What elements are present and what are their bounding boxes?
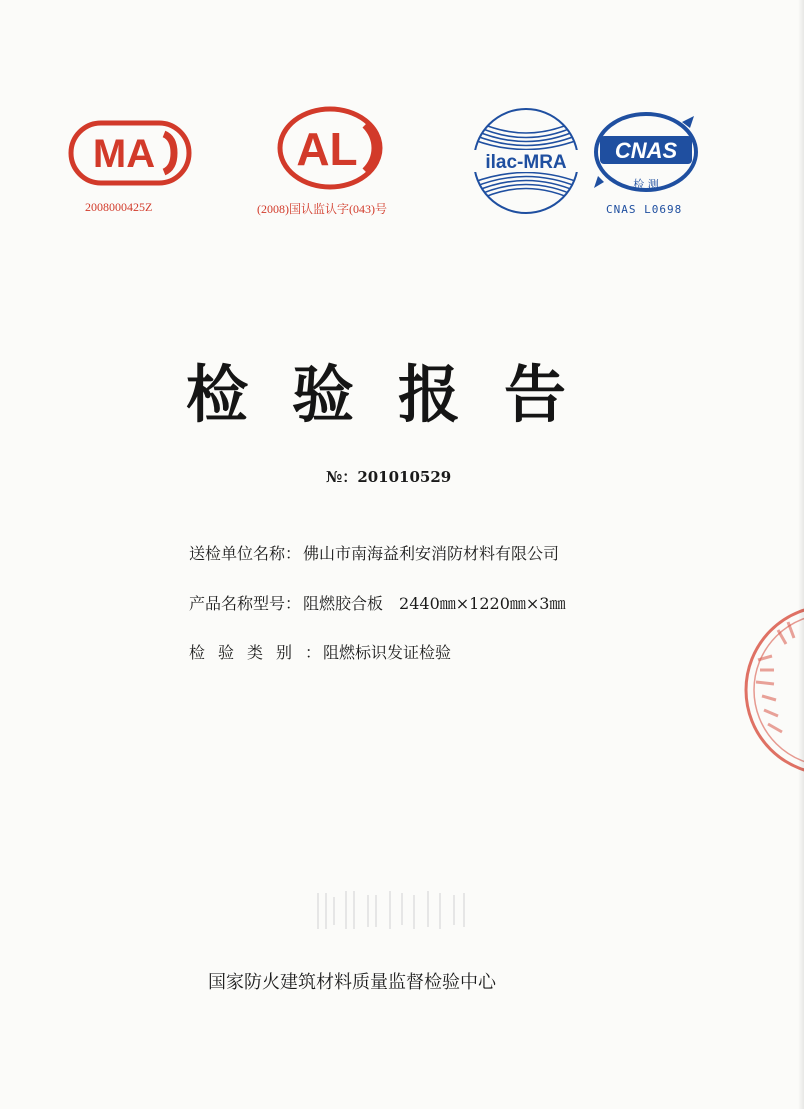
ilac-mra-logo: [470, 106, 582, 216]
cal-logo: [275, 105, 385, 191]
cal-logo-text: AL: [296, 123, 358, 175]
submitter-label: 送检单位名称: [189, 544, 286, 563]
inspection-type-separator: ：: [305, 643, 322, 662]
cnas-logo-text: CNAS: [614, 138, 678, 163]
cnas-cert-number: CNAS L0698: [606, 203, 683, 216]
report-number-line: [326, 466, 451, 487]
cma-logo: [68, 120, 192, 186]
watermark-pattern: [312, 885, 472, 935]
product-label: 产品名称型号: [189, 594, 286, 613]
info-line-product: [189, 591, 565, 614]
cal-cert-number: (2008)国认监认字(043)号: [257, 202, 387, 216]
submitter-value: 佛山市南海益利安消防材料有限公司: [303, 544, 560, 563]
product-separator: ：: [285, 594, 302, 613]
inspection-type-label: 检验类别: [189, 643, 306, 662]
inspection-type-value: 阻燃标识发证检验: [323, 643, 452, 662]
red-seal-stamp: [738, 600, 804, 780]
report-number: 201010529: [357, 468, 452, 486]
info-line-submitter: [189, 541, 559, 564]
info-line-inspection-type: [189, 640, 451, 663]
submitter-separator: ：: [285, 544, 302, 563]
product-value: 阻燃胶合板 2440㎜×1220㎜×3㎜: [303, 594, 566, 613]
report-title: 检验报告: [186, 358, 611, 431]
cnas-sub-label: 检 测: [633, 178, 659, 191]
cma-logo-text: MA: [92, 132, 156, 176]
scan-edge-shadow: [798, 0, 804, 1109]
cnas-logo: [590, 108, 702, 202]
cma-cert-number: 2008000425Z: [85, 200, 153, 214]
report-number-label: №：: [326, 468, 358, 486]
issuer-name: 国家防火建筑材料质量监督检验中心: [208, 972, 496, 993]
ilac-mra-logo-text: ilac-MRA: [485, 152, 567, 173]
